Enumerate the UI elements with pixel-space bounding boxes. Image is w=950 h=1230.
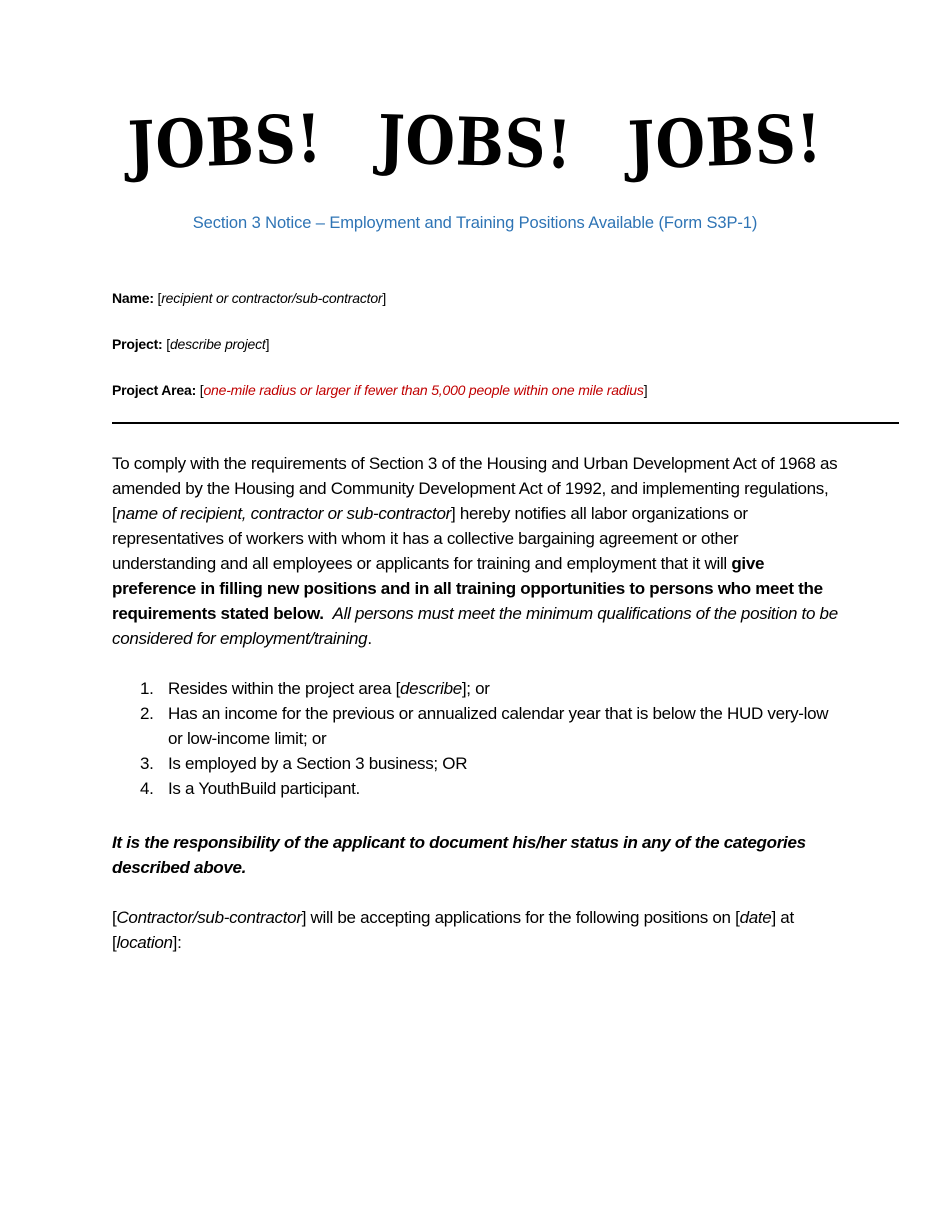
bracket: ] (643, 382, 648, 398)
bracket: [ (157, 290, 162, 306)
bracket: ] (382, 290, 387, 306)
name-field (112, 290, 386, 306)
title-word: JOBS! (126, 99, 324, 185)
responsibility-paragraph: It is the responsibility of the applicant to document his/her status in any of the categories described above. (112, 833, 806, 877)
project-field (112, 336, 269, 352)
title-word: JOBS! (626, 99, 824, 185)
date-placeholder: date (739, 908, 772, 927)
spacer (324, 604, 333, 623)
project-area-label: Project Area: (112, 382, 197, 398)
list-number: 4. (140, 779, 154, 798)
applications-text: ] at [ (112, 908, 794, 952)
intro-paragraph (112, 451, 842, 651)
bracket: [ (166, 336, 170, 352)
project-area-placeholder: one-mile radius or larger if fewer than 5,000 people within one mile radius (203, 382, 644, 398)
list-text: ]; or (461, 679, 490, 698)
applications-paragraph (112, 905, 842, 955)
page-subtitle: Section 3 Notice – Employment and Training Positions Available (Form S3P-1) (192, 214, 758, 232)
bracket: [ (199, 382, 204, 398)
applications-text: ] will be accepting applications for the following positions on [ (301, 908, 740, 927)
list-text: Is a YouthBuild participant. (168, 779, 360, 798)
list-item (112, 751, 842, 776)
list-text: Has an income for the previous or annualized calendar year that is below the HUD very-low or low-income limit; or (168, 704, 829, 748)
page-title (0, 100, 950, 184)
list-item (112, 676, 842, 701)
list-text: Resides within the project area [ (168, 679, 401, 698)
list-item (112, 701, 842, 751)
project-label: Project: (112, 336, 163, 352)
list-item (112, 776, 842, 801)
applications-text: ]: (172, 933, 182, 952)
recipient-placeholder: name of recipient, contractor or sub-contractor (116, 504, 451, 523)
criteria-list (112, 676, 842, 801)
describe-placeholder: describe (400, 679, 462, 698)
location-placeholder: location (116, 933, 173, 952)
title-word: JOBS! (376, 100, 574, 184)
project-area-field (112, 382, 647, 398)
horizontal-divider (112, 422, 899, 424)
bracket: ] (265, 336, 270, 352)
intro-text: . (367, 629, 372, 648)
bracket: [ (112, 908, 117, 927)
list-number: 3. (140, 754, 154, 773)
preference-statement: give preference in filling new positions and in all training opportunities to persons who meet the requirements stated below. (112, 554, 823, 623)
intro-text: To comply with the requirements of Section 3 of the Housing and Urban Development Act of 1968 as amended by the Housing and Community Development Act of 1992, and implementing regulations, [ (112, 454, 838, 523)
contractor-placeholder: Contractor/sub-contractor (116, 908, 302, 927)
project-placeholder: describe project (169, 336, 266, 352)
name-label: Name: (112, 290, 154, 306)
list-number: 1. (140, 679, 154, 698)
intro-text: ] hereby notifies all labor organizations or representatives of workers with whom it has a collective bargaining agreement or other understanding and all employees or applicants for training and employment that it will (112, 504, 748, 573)
qualifications-note: All persons must meet the minimum qualifications of the position to be considered for employment/training (112, 604, 838, 648)
list-number: 2. (140, 704, 154, 723)
list-text: Is employed by a Section 3 business; OR (168, 754, 468, 773)
name-placeholder: recipient or contractor/sub-contractor (161, 290, 383, 306)
